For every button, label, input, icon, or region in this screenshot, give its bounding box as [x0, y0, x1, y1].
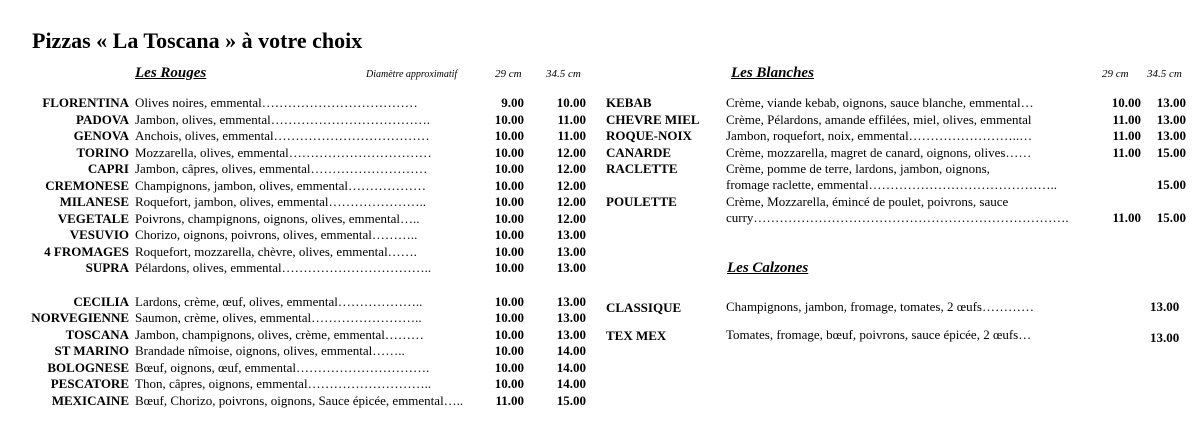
item-description: Crème, Mozzarella, émincé de poulet, poivrons, sauce curry………………………………………………………………. — [726, 194, 1069, 225]
price-29: 10.00 — [494, 144, 524, 160]
size-29-header-right: 29 cm — [1102, 68, 1129, 80]
price-34: 13.00 — [1156, 128, 1186, 143]
item-name: PADOVA — [76, 111, 129, 127]
item-name: RACLETTE — [606, 161, 678, 176]
item-name: CANARDE — [606, 144, 671, 160]
price-29: 10.00 — [494, 359, 524, 375]
price-34: 12.00 — [556, 177, 586, 193]
menu-item-poulette — [600, 194, 1200, 227]
item-description: Jambon, câpres, olives, emmental……………………… — [135, 161, 428, 176]
section-title-blanches: Les Blanches — [731, 65, 814, 81]
item-description: Anchois, olives, emmental……………………………… — [135, 128, 430, 143]
item-name: ST MARINO — [54, 343, 129, 358]
price-29: 10.00 — [494, 227, 524, 242]
item-name: TOSCANA — [65, 326, 129, 342]
menu-item — [0, 376, 600, 393]
price-29: 10.00 — [494, 343, 524, 358]
item-name: VESUVIO — [69, 227, 129, 242]
price-34: 13.00 — [1156, 111, 1186, 127]
menu-item — [0, 95, 600, 112]
price-34: 14.00 — [556, 359, 586, 375]
section-title-calzones: Les Calzones — [727, 260, 809, 276]
rouges-group-1 — [0, 95, 600, 277]
price-34: 12.00 — [556, 194, 586, 209]
price-34: 15.00 — [1156, 210, 1186, 225]
blanches-group — [600, 95, 1200, 161]
price-34: 13.00 — [556, 293, 586, 309]
item-name: CREMONESE — [45, 177, 129, 193]
item-description: Roquefort, mozzarella, chèvre, olives, emmental……. — [135, 243, 417, 259]
price-29: 10.00 — [494, 376, 524, 391]
item-description: Mozzarella, olives, emmental…………………………… — [135, 144, 432, 160]
item-description: Jambon, olives, emmental………………………………. — [135, 111, 431, 127]
menu-item — [0, 178, 600, 195]
item-description: Crème, Pélardons, amande effilées, miel, olives, emmental — [726, 111, 1032, 127]
diameter-note: Diamètre approximatif — [366, 69, 458, 80]
price-34: 13.00 — [556, 310, 586, 325]
item-name: CECILIA — [73, 293, 129, 309]
price-34: 14.00 — [556, 343, 586, 358]
calzone-price-texmex: 13.00 — [1150, 330, 1180, 345]
item-name: VEGETALE — [57, 210, 129, 226]
item-name: BOLOGNESE — [47, 359, 129, 375]
item-name: CHEVRE MIEL — [606, 111, 700, 127]
calzone-desc-classique: Champignons, jambon, fromage, tomates, 2 œufs………… — [726, 299, 1034, 314]
price-29: 11.00 — [495, 392, 524, 408]
menu-item — [0, 211, 600, 228]
item-description: Crème, viande kebab, oignons, sauce blanche, emmental… — [726, 95, 1034, 110]
menu-item — [0, 161, 600, 178]
rouges-list — [0, 95, 600, 409]
item-description: Chorizo, oignons, poivrons, olives, emmental……….. — [135, 227, 418, 242]
menu-item — [0, 145, 600, 162]
price-29: 10.00 — [494, 326, 524, 342]
item-name: 4 FROMAGES — [44, 243, 129, 259]
menu-item — [600, 145, 1200, 162]
price-34: 15.00 — [1156, 144, 1186, 160]
menu-item-raclette — [600, 161, 1200, 194]
item-name: GENOVA — [73, 128, 129, 143]
price-34: 11.00 — [557, 128, 586, 143]
calzone-name-texmex: TEX MEX — [606, 328, 667, 343]
price-29: 9.00 — [501, 95, 524, 110]
price-34: 15.00 — [556, 392, 586, 408]
menu-item — [0, 194, 600, 211]
price-29: 10.00 — [494, 161, 524, 176]
calzone-desc-texmex: Tomates, fromage, bœuf, poivrons, sauce épicée, 2 œufs… — [726, 327, 1032, 342]
item-name: TORINO — [76, 144, 129, 160]
price-34: 14.00 — [556, 376, 586, 391]
menu-item — [0, 294, 600, 311]
price-29: 10.00 — [494, 260, 524, 275]
price-29: 10.00 — [494, 243, 524, 259]
menu-item — [0, 343, 600, 360]
item-name: POULETTE — [606, 194, 677, 209]
price-34: 11.00 — [557, 111, 586, 127]
item-name: MILANESE — [59, 194, 129, 209]
price-34: 13.00 — [556, 260, 586, 275]
price-29: 10.00 — [494, 310, 524, 325]
size-34-header: 34.5 cm — [546, 68, 581, 80]
item-name: SUPRA — [85, 260, 129, 275]
price-34: 12.00 — [556, 161, 586, 176]
price-29: 10.00 — [494, 111, 524, 127]
item-description: Champignons, jambon, olives, emmental……………… — [135, 177, 427, 193]
section-title-rouges: Les Rouges — [135, 65, 207, 81]
rouges-group-2 — [0, 294, 600, 410]
price-34: 13.00 — [556, 326, 586, 342]
price-29: 11.00 — [1112, 144, 1141, 160]
price-34: 10.00 — [556, 95, 586, 110]
item-description: Roquefort, jambon, olives, emmental………………….. — [135, 194, 427, 209]
price-34: 13.00 — [556, 227, 586, 242]
price-29: 10.00 — [494, 128, 524, 143]
item-name: ROQUE-NOIX — [606, 128, 692, 143]
price-34: 12.00 — [556, 210, 586, 226]
item-description: Bœuf, oignons, œuf, emmental…………………………. — [135, 359, 430, 375]
menu-item — [0, 393, 600, 410]
item-description: Poivrons, champignons, oignons, olives, emmental….. — [135, 210, 420, 226]
price-29: 10.00 — [494, 177, 524, 193]
blanches-list — [600, 95, 1200, 227]
price-29: 10.00 — [1111, 95, 1141, 110]
menu-item — [0, 260, 600, 277]
item-description: Pélardons, olives, emmental…………………………….. — [135, 260, 432, 275]
item-description: Crème, mozzarella, magret de canard, oignons, olives…… — [726, 144, 1032, 160]
price-34: 12.00 — [556, 144, 586, 160]
price-29: 10.00 — [494, 293, 524, 309]
price-29: 11.00 — [1112, 210, 1141, 225]
menu-item — [0, 227, 600, 244]
menu-item — [0, 360, 600, 377]
menu-item — [0, 244, 600, 261]
menu-item — [0, 327, 600, 344]
price-34: 13.00 — [556, 243, 586, 259]
menu-item — [0, 128, 600, 145]
item-name: KEBAB — [606, 95, 652, 110]
item-name: FLORENTINA — [42, 95, 129, 110]
item-description: Olives noires, emmental……………………………… — [135, 95, 418, 110]
menu-item — [0, 310, 600, 327]
item-description: Crème, pomme de terre, lardons, jambon, oignons, fromage raclette, emmental…………………………………….. — [726, 161, 1058, 192]
menu-item — [600, 128, 1200, 145]
item-description: Bœuf, Chorizo, poivrons, oignons, Sauce épicée, emmental….. — [135, 392, 464, 408]
item-name: NORVEGIENNE — [31, 310, 129, 325]
calzone-price-classique: 13.00 — [1150, 299, 1180, 314]
price-34: 13.00 — [1156, 95, 1186, 110]
price-29: 11.00 — [1112, 111, 1141, 127]
calzone-name-classique: CLASSIQUE — [606, 300, 682, 315]
menu-item — [600, 95, 1200, 112]
item-description: Saumon, crème, olives, emmental…………………….. — [135, 310, 422, 325]
price-34: 15.00 — [1156, 177, 1186, 192]
item-description: Jambon, roquefort, noix, emmental……………………..… — [726, 128, 1033, 143]
price-29: 10.00 — [494, 194, 524, 209]
size-29-header: 29 cm — [495, 68, 522, 80]
item-description: Brandade nîmoise, oignons, olives, emmental…….. — [135, 343, 405, 358]
item-name: MEXICAINE — [51, 392, 129, 408]
price-29: 11.00 — [1112, 128, 1141, 143]
item-description: Jambon, champignons, olives, crème, emmental……… — [135, 326, 424, 342]
menu-item — [0, 112, 600, 129]
item-name: PESCATORE — [50, 376, 129, 391]
item-description: Lardons, crème, œuf, olives, emmental……………….. — [135, 293, 423, 309]
menu-item — [600, 112, 1200, 129]
item-name: CAPRI — [87, 161, 129, 176]
price-29: 10.00 — [494, 210, 524, 226]
item-description: Thon, câpres, oignons, emmental……………………….. — [135, 376, 432, 391]
size-34-header-right: 34.5 cm — [1147, 68, 1182, 80]
menu-title: Pizzas « La Toscana » à votre choix — [32, 28, 363, 53]
